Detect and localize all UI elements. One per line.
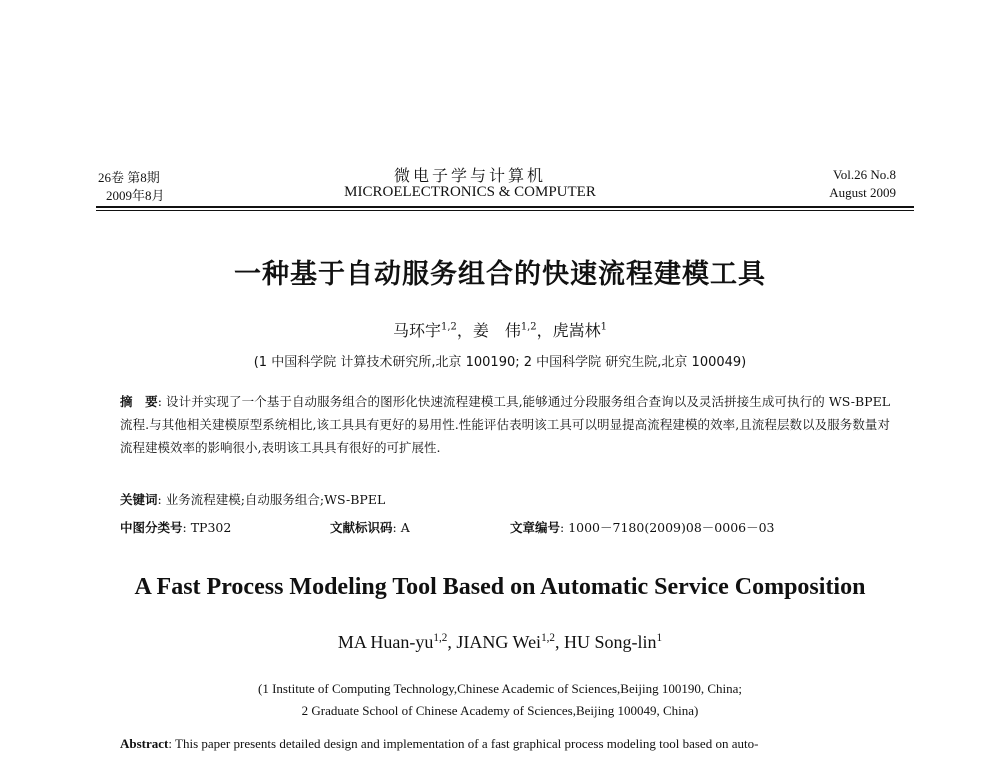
article-number-value: : 1000－7180(2009)08－0006－03 bbox=[560, 520, 775, 535]
author-affil-mark: 1,2 bbox=[520, 321, 537, 333]
journal-title-en: MICROELECTRONICS & COMPUTER bbox=[344, 184, 596, 200]
volume-issue-en: Vol.26 No.8 bbox=[833, 167, 896, 182]
doc-code-label: 文献标识码 bbox=[330, 520, 393, 535]
author-affil-mark: 1 bbox=[600, 321, 607, 333]
abstract-en-label: Abstract bbox=[120, 736, 169, 751]
affiliation-cn: (1 中国科学院 计算技术研究所,北京 100190; 2 中国科学院 研究生院,北京 100049) bbox=[253, 355, 747, 370]
abstract-cn-text: : 设计并实现了一个基于自动服务组合的图形化快速流程建模工具,能够通过分段服务组合查询以及灵活拼接生成可执行的 WS-BPEL 流程.与其他相关建模原型系统相比,该工具具有更好的易用性.性能评估表明该工具可以明显提高流程建模的效率,且流程层数以及服务数量对流程建模效率的影响很小,表明该工具具有很好的可扩展性. bbox=[120, 394, 890, 455]
author-name: HU Song-lin bbox=[564, 632, 657, 652]
document-code bbox=[330, 518, 410, 536]
journal-title-cn: 微电子学与计算机 bbox=[393, 166, 546, 185]
author-name: 虎嵩林 bbox=[552, 321, 601, 340]
article-number bbox=[510, 518, 775, 536]
author-name: 姜 伟 bbox=[472, 321, 521, 340]
article-number-label: 文章编号 bbox=[510, 520, 561, 535]
keywords-cn bbox=[120, 490, 385, 508]
affiliation-en-line1: (1 Institute of Computing Technology,Chinese Academic of Sciences,Beijing 100190, China; bbox=[258, 681, 742, 696]
clc-label: 中图分类号 bbox=[120, 520, 183, 535]
paper-title-en: A Fast Process Modeling Tool Based on Automatic Service Composition bbox=[134, 574, 866, 600]
affiliation-en-line2: 2 Graduate School of Chinese Academy of Sciences,Beijing 100049, China) bbox=[301, 703, 699, 718]
author-separator: , bbox=[447, 632, 457, 652]
date-cn: 2009年8月 bbox=[106, 188, 165, 203]
author-name: 马环宇 bbox=[393, 321, 442, 340]
clc-value: : TP302 bbox=[182, 520, 232, 535]
author-separator: ， bbox=[536, 321, 553, 340]
author-separator: ， bbox=[456, 321, 473, 340]
keywords-cn-text: : 业务流程建模;自动服务组合;WS-BPEL bbox=[157, 492, 386, 507]
authors-cn bbox=[0, 318, 1000, 341]
author-separator: , bbox=[555, 632, 565, 652]
authors-en bbox=[0, 632, 1000, 653]
header-rule-thin bbox=[96, 210, 914, 211]
abstract-cn bbox=[120, 390, 890, 459]
doc-code-value: : A bbox=[392, 520, 410, 535]
clc-number bbox=[120, 518, 231, 536]
author-name: JIANG Wei bbox=[456, 632, 542, 652]
keywords-cn-label: 关键词 bbox=[120, 492, 158, 507]
abstract-en-text: : This paper presents detailed design and implementation of a fast graphical process modeling tool based on auto- bbox=[168, 736, 759, 751]
date-en: August 2009 bbox=[829, 185, 896, 200]
author-affil-mark: 1 bbox=[656, 632, 663, 644]
volume-issue-cn: 26卷 第8期 bbox=[98, 170, 160, 185]
author-affil-mark: 1,2 bbox=[441, 321, 457, 333]
abstract-cn-label: 摘 要 bbox=[120, 394, 158, 409]
author-name: MA Huan-yu bbox=[337, 632, 434, 652]
header-rule-thick bbox=[96, 206, 914, 208]
abstract-en bbox=[120, 736, 758, 752]
author-affil-mark: 1,2 bbox=[433, 632, 448, 644]
paper-title-cn: 一种基于自动服务组合的快速流程建模工具 bbox=[234, 259, 766, 290]
author-affil-mark: 1,2 bbox=[541, 632, 556, 644]
